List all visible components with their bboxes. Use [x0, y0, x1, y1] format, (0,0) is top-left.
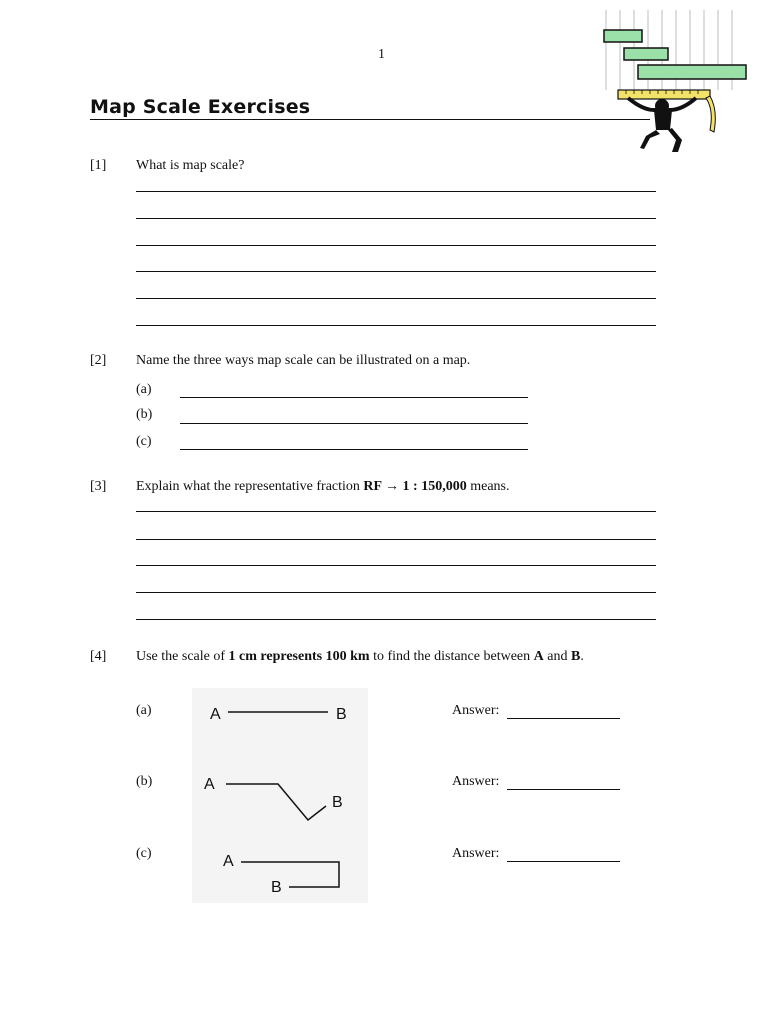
question-2-text: Name the three ways map scale can be illustrated on a map.	[136, 353, 471, 368]
ruler-icon	[618, 90, 710, 99]
answer-line[interactable]	[136, 619, 656, 620]
question-4-point-a: A	[533, 649, 544, 664]
question-4-number: [4]	[90, 649, 107, 664]
question-2-part-c-label: (c)	[136, 434, 152, 449]
question-2-part-b-answer-line[interactable]	[180, 423, 528, 424]
question-2-part-a-answer-line[interactable]	[180, 397, 528, 398]
answer-line[interactable]	[136, 245, 656, 246]
question-4-point-b: B	[570, 649, 581, 664]
answer-line[interactable]	[136, 539, 656, 540]
bar-2-icon	[624, 48, 668, 60]
question-2-number: [2]	[90, 353, 107, 368]
person-lifting-bars-ruler-icon	[598, 10, 748, 155]
answer-line[interactable]	[136, 298, 656, 299]
page-number: 1	[378, 47, 385, 62]
question-4-part-b-answer-label: Answer:	[452, 774, 500, 789]
question-4-text	[136, 649, 584, 665]
question-1-text: What is map scale?	[136, 158, 245, 173]
diagram-b-point-b: B	[332, 794, 343, 811]
question-1-number: [1]	[90, 158, 107, 173]
diagram-b-point-a: A	[204, 776, 215, 793]
question-2-part-a-label: (a)	[136, 382, 152, 397]
question-4-text-and: and	[543, 649, 571, 664]
diagram-c	[215, 846, 355, 896]
diagram-c-path	[241, 862, 339, 887]
bar-1-icon	[604, 30, 642, 42]
question-4-part-b-answer-line[interactable]	[507, 789, 620, 790]
question-4-scale: 1 cm represents 100 km	[228, 649, 370, 664]
diagram-a	[200, 698, 360, 728]
diagram-c-point-b: B	[271, 879, 282, 896]
question-2-part-c-answer-line[interactable]	[180, 449, 528, 450]
answer-line[interactable]	[136, 511, 656, 512]
title-underline	[90, 119, 650, 120]
question-4-part-c-answer-label: Answer:	[452, 846, 500, 861]
question-4-text-mid: to find the distance between	[369, 649, 534, 664]
question-3-rf-value: RF → 1 : 150,000	[363, 479, 467, 494]
question-3-text-before: Explain what the representative fraction	[136, 479, 364, 494]
bar-3-icon	[638, 65, 746, 79]
question-3-text	[136, 479, 509, 495]
diagram-b	[200, 768, 360, 828]
answer-line[interactable]	[136, 271, 656, 272]
question-3-number: [3]	[90, 479, 107, 494]
diagram-a-point-a: A	[210, 706, 221, 723]
page-title: Map Scale Exercises	[90, 96, 311, 118]
question-3-text-after: means.	[466, 479, 510, 494]
question-4-part-c-label: (c)	[136, 846, 152, 861]
answer-line[interactable]	[136, 565, 656, 566]
question-4-text-end: .	[580, 649, 584, 664]
question-2-part-b-label: (b)	[136, 407, 153, 422]
answer-line[interactable]	[136, 191, 656, 192]
question-4-part-a-answer-line[interactable]	[507, 718, 620, 719]
question-4-part-a-label: (a)	[136, 703, 152, 718]
diagram-c-point-a: A	[223, 853, 234, 870]
diagram-a-point-b: B	[336, 706, 347, 723]
question-4-part-b-label: (b)	[136, 774, 153, 789]
answer-line[interactable]	[136, 218, 656, 219]
question-4-text-before: Use the scale of	[136, 649, 229, 664]
question-4-part-c-answer-line[interactable]	[507, 861, 620, 862]
answer-line[interactable]	[136, 325, 656, 326]
diagram-b-path	[226, 784, 326, 820]
question-4-part-a-answer-label: Answer:	[452, 703, 500, 718]
answer-line[interactable]	[136, 592, 656, 593]
